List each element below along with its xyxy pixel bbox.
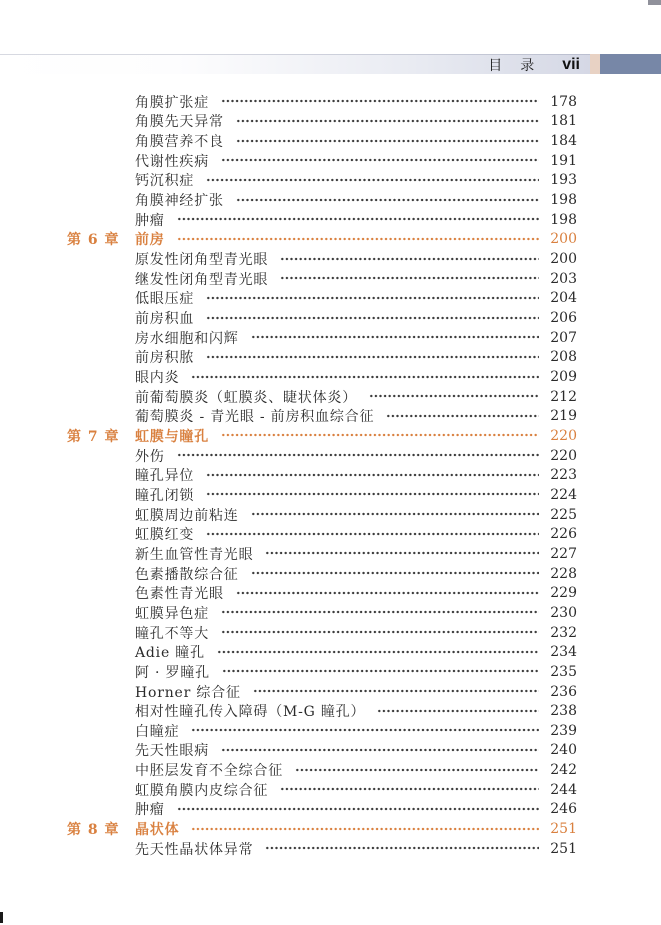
- toc-entry-label: 瞳孔异位: [135, 468, 195, 485]
- toc-page-number: 232: [550, 624, 577, 641]
- toc-page-number: 198: [550, 211, 577, 228]
- dot-leader: [251, 331, 539, 343]
- toc-page-number: 204: [550, 290, 577, 307]
- toc-entry-row: [67, 151, 577, 171]
- toc-page-number: 184: [550, 133, 577, 150]
- dot-leader: [280, 253, 539, 265]
- toc-entry-label: 角膜营养不良: [135, 134, 224, 151]
- toc-entry-label: 代谢性疾病: [135, 153, 209, 170]
- toc-entry-row: [67, 112, 577, 132]
- dot-leader: [191, 371, 539, 383]
- toc-entry-row: [67, 564, 577, 584]
- toc-entry-label: 房水细胞和闪辉: [135, 330, 239, 347]
- toc-entry-label: 角膜神经扩张: [135, 193, 224, 210]
- toc-entry-row: [67, 446, 577, 466]
- toc-page-number: 212: [550, 388, 577, 405]
- toc-page-number: 207: [550, 329, 577, 346]
- dot-leader: [206, 469, 539, 481]
- dot-leader: [177, 449, 539, 461]
- toc-page-number: 225: [550, 506, 577, 523]
- toc-entry-label: 色素性青光眼: [135, 586, 224, 603]
- toc-page-number: 208: [550, 349, 577, 366]
- toc-entry-label: 晶状体: [135, 822, 180, 839]
- toc-page-number: 228: [550, 565, 577, 582]
- toc-entry-label: 瞳孔闭锁: [135, 487, 195, 504]
- toc-page-number: 234: [550, 644, 577, 661]
- header-peach-strip: [590, 54, 600, 74]
- chapter-number-label: 第 6 章: [67, 232, 120, 249]
- toc-page-number: 246: [550, 801, 577, 818]
- dot-leader: [236, 194, 539, 206]
- dot-leader: [295, 764, 539, 776]
- toc-page-number: 236: [550, 683, 577, 700]
- toc-page-number: 203: [550, 270, 577, 287]
- toc-entry-label: 钙沉积症: [135, 173, 195, 190]
- toc-page-number: 223: [550, 467, 577, 484]
- toc-entry-label: 肿瘤: [135, 802, 165, 819]
- toc-page-number: 240: [550, 742, 577, 759]
- dot-leader: [206, 292, 539, 304]
- toc-entry-label: 先天性晶状体异常: [135, 841, 254, 858]
- dot-leader: [253, 685, 539, 697]
- header-gradient-band: [0, 54, 590, 74]
- dot-leader: [177, 213, 539, 225]
- dot-leader: [206, 351, 539, 363]
- toc-entry-label: 虹膜异色症: [135, 605, 209, 622]
- toc-page-number: 198: [550, 192, 577, 209]
- toc-entry-row: [67, 583, 577, 603]
- toc-page-number: 219: [550, 408, 577, 425]
- dot-leader: [280, 783, 539, 795]
- toc-entry-row: [67, 741, 577, 761]
- toc-entry-label: 低眼压症: [135, 291, 195, 308]
- toc-entry-label: 新生血管性青光眼: [135, 546, 254, 563]
- toc-entry-row: [67, 642, 577, 662]
- toc-entry-row: [67, 367, 577, 387]
- toc-entry-row: [67, 465, 577, 485]
- dot-leader: [222, 665, 539, 677]
- toc-page-number: 227: [550, 545, 577, 562]
- toc-page-number: 181: [550, 113, 577, 130]
- toc-entry-label: 葡萄膜炎 - 青光眼 - 前房积血综合征: [135, 409, 375, 426]
- toc-entry-row: [67, 485, 577, 505]
- toc-entry-label: 外伤: [135, 448, 165, 465]
- toc-page-number: 224: [550, 486, 577, 503]
- page-header: [0, 54, 661, 74]
- toc-entry-row: [67, 269, 577, 289]
- dot-leader: [191, 823, 539, 835]
- toc-page-number: 200: [550, 251, 577, 268]
- dot-leader: [221, 429, 539, 441]
- scan-artifact-bottom-left: [0, 912, 3, 923]
- toc-entry-label: 相对性瞳孔传入障碍（M-G 瞳孔）: [135, 704, 366, 721]
- dot-leader: [177, 233, 539, 245]
- dot-leader: [236, 587, 539, 599]
- dot-leader: [221, 154, 539, 166]
- toc-entry-row: [67, 407, 577, 427]
- toc-entry-row: [67, 623, 577, 643]
- dot-leader: [221, 606, 539, 618]
- dot-leader: [251, 508, 539, 520]
- toc-entry-label: 白瞳症: [135, 723, 180, 740]
- toc-entry-row: [67, 308, 577, 328]
- dot-leader: [377, 705, 539, 717]
- toc-page-number: 230: [550, 604, 577, 621]
- header-toc-title: 目 录: [488, 57, 537, 74]
- toc-entry-label: 角膜先天异常: [135, 114, 224, 131]
- scan-artifact-top-right: [648, 0, 661, 5]
- toc-entry-row: [67, 682, 577, 702]
- dot-leader: [236, 135, 539, 147]
- toc-page-number: 239: [550, 722, 577, 739]
- toc-page-number: 229: [550, 585, 577, 602]
- dot-leader: [221, 744, 539, 756]
- toc-page-number: 193: [550, 172, 577, 189]
- toc-page-number: 220: [550, 427, 577, 444]
- toc-entry-label: 阿 · 罗瞳孔: [135, 664, 210, 681]
- toc-entry-row: [67, 249, 577, 269]
- toc-entry-label: 先天性眼病: [135, 743, 209, 760]
- toc-entry-label: Horner 综合征: [135, 684, 241, 701]
- toc-entry-label: Adie 瞳孔: [135, 645, 205, 662]
- toc-entry-label: 前葡萄膜炎（虹膜炎、睫状体炎）: [135, 389, 357, 406]
- toc-entry-label: 前房: [135, 232, 165, 249]
- dot-leader: [206, 312, 539, 324]
- dot-leader: [221, 626, 539, 638]
- toc-entry-row: [67, 289, 577, 309]
- toc-entry-label: 肿瘤: [135, 212, 165, 229]
- chapter-number-label: 第 7 章: [67, 428, 120, 445]
- dot-leader: [217, 646, 539, 658]
- toc-page-number: 226: [550, 526, 577, 543]
- toc-entry-row: [67, 662, 577, 682]
- dot-leader: [251, 567, 539, 579]
- toc-entry-row: [67, 524, 577, 544]
- dot-leader: [191, 724, 539, 736]
- toc-entry-label: 虹膜周边前粘连: [135, 507, 239, 524]
- toc-entry-row: [67, 839, 577, 859]
- toc-entry-label: 继发性闭角型青光眼: [135, 271, 269, 288]
- dot-leader: [386, 410, 539, 422]
- toc-page-number: 209: [550, 369, 577, 386]
- toc-entry-row: [67, 800, 577, 820]
- toc-entry-row: [67, 505, 577, 525]
- dot-leader: [177, 803, 539, 815]
- toc-entry-row: [67, 780, 577, 800]
- toc-entry-row: [67, 328, 577, 348]
- dot-leader: [221, 95, 539, 107]
- dot-leader: [206, 174, 539, 186]
- toc-entry-label: 瞳孔不等大: [135, 625, 209, 642]
- toc-page-number: 206: [550, 310, 577, 327]
- dot-leader: [206, 528, 539, 540]
- toc-entry-label: 虹膜角膜内皮综合征: [135, 782, 269, 799]
- dot-leader: [280, 272, 539, 284]
- toc-entry-label: 色素播散综合征: [135, 566, 239, 583]
- toc-entry-row: [67, 603, 577, 623]
- toc-entry-label: 前房积脓: [135, 350, 195, 367]
- toc-entry-row: [67, 210, 577, 230]
- toc-entry-label: 眼内炎: [135, 370, 180, 387]
- toc-page-number: 200: [550, 231, 577, 248]
- dot-leader: [265, 842, 539, 854]
- toc-page-number: 178: [550, 93, 577, 110]
- toc-entry-label: 虹膜与瞳孔: [135, 428, 209, 445]
- toc-list: [67, 92, 577, 859]
- toc-chapter-row: [67, 230, 577, 250]
- header-page-number: vii: [562, 55, 580, 73]
- chapter-number-label: 第 8 章: [67, 822, 120, 839]
- toc-entry-label: 前房积血: [135, 311, 195, 328]
- toc-entry-row: [67, 92, 577, 112]
- toc-page-number: 244: [550, 781, 577, 798]
- toc-entry-label: 角膜扩张症: [135, 94, 209, 111]
- toc-entry-label: 中胚层发育不全综合征: [135, 763, 283, 780]
- toc-entry-row: [67, 387, 577, 407]
- toc-page-number: 242: [550, 762, 577, 779]
- toc-entry-row: [67, 721, 577, 741]
- toc-entry-row: [67, 348, 577, 368]
- toc-entry-row: [67, 544, 577, 564]
- toc-entry-row: [67, 701, 577, 721]
- toc-page-number: 191: [550, 152, 577, 169]
- toc-page-number: 220: [550, 447, 577, 464]
- toc-entry-label: 原发性闭角型青光眼: [135, 252, 269, 269]
- toc-chapter-row: [67, 819, 577, 839]
- toc-entry-row: [67, 190, 577, 210]
- dot-leader: [369, 390, 539, 402]
- toc-page-number: 251: [550, 821, 577, 838]
- toc-entry-row: [67, 131, 577, 151]
- toc-page-number: 235: [550, 663, 577, 680]
- toc-page-number: 238: [550, 703, 577, 720]
- toc-page-number: 251: [550, 840, 577, 857]
- toc-entry-row: [67, 760, 577, 780]
- header-blue-block: [600, 54, 661, 74]
- toc-entry-label: 虹膜红变: [135, 527, 195, 544]
- dot-leader: [206, 488, 539, 500]
- dot-leader: [236, 115, 539, 127]
- toc-entry-row: [67, 171, 577, 191]
- toc-chapter-row: [67, 426, 577, 446]
- dot-leader: [265, 547, 539, 559]
